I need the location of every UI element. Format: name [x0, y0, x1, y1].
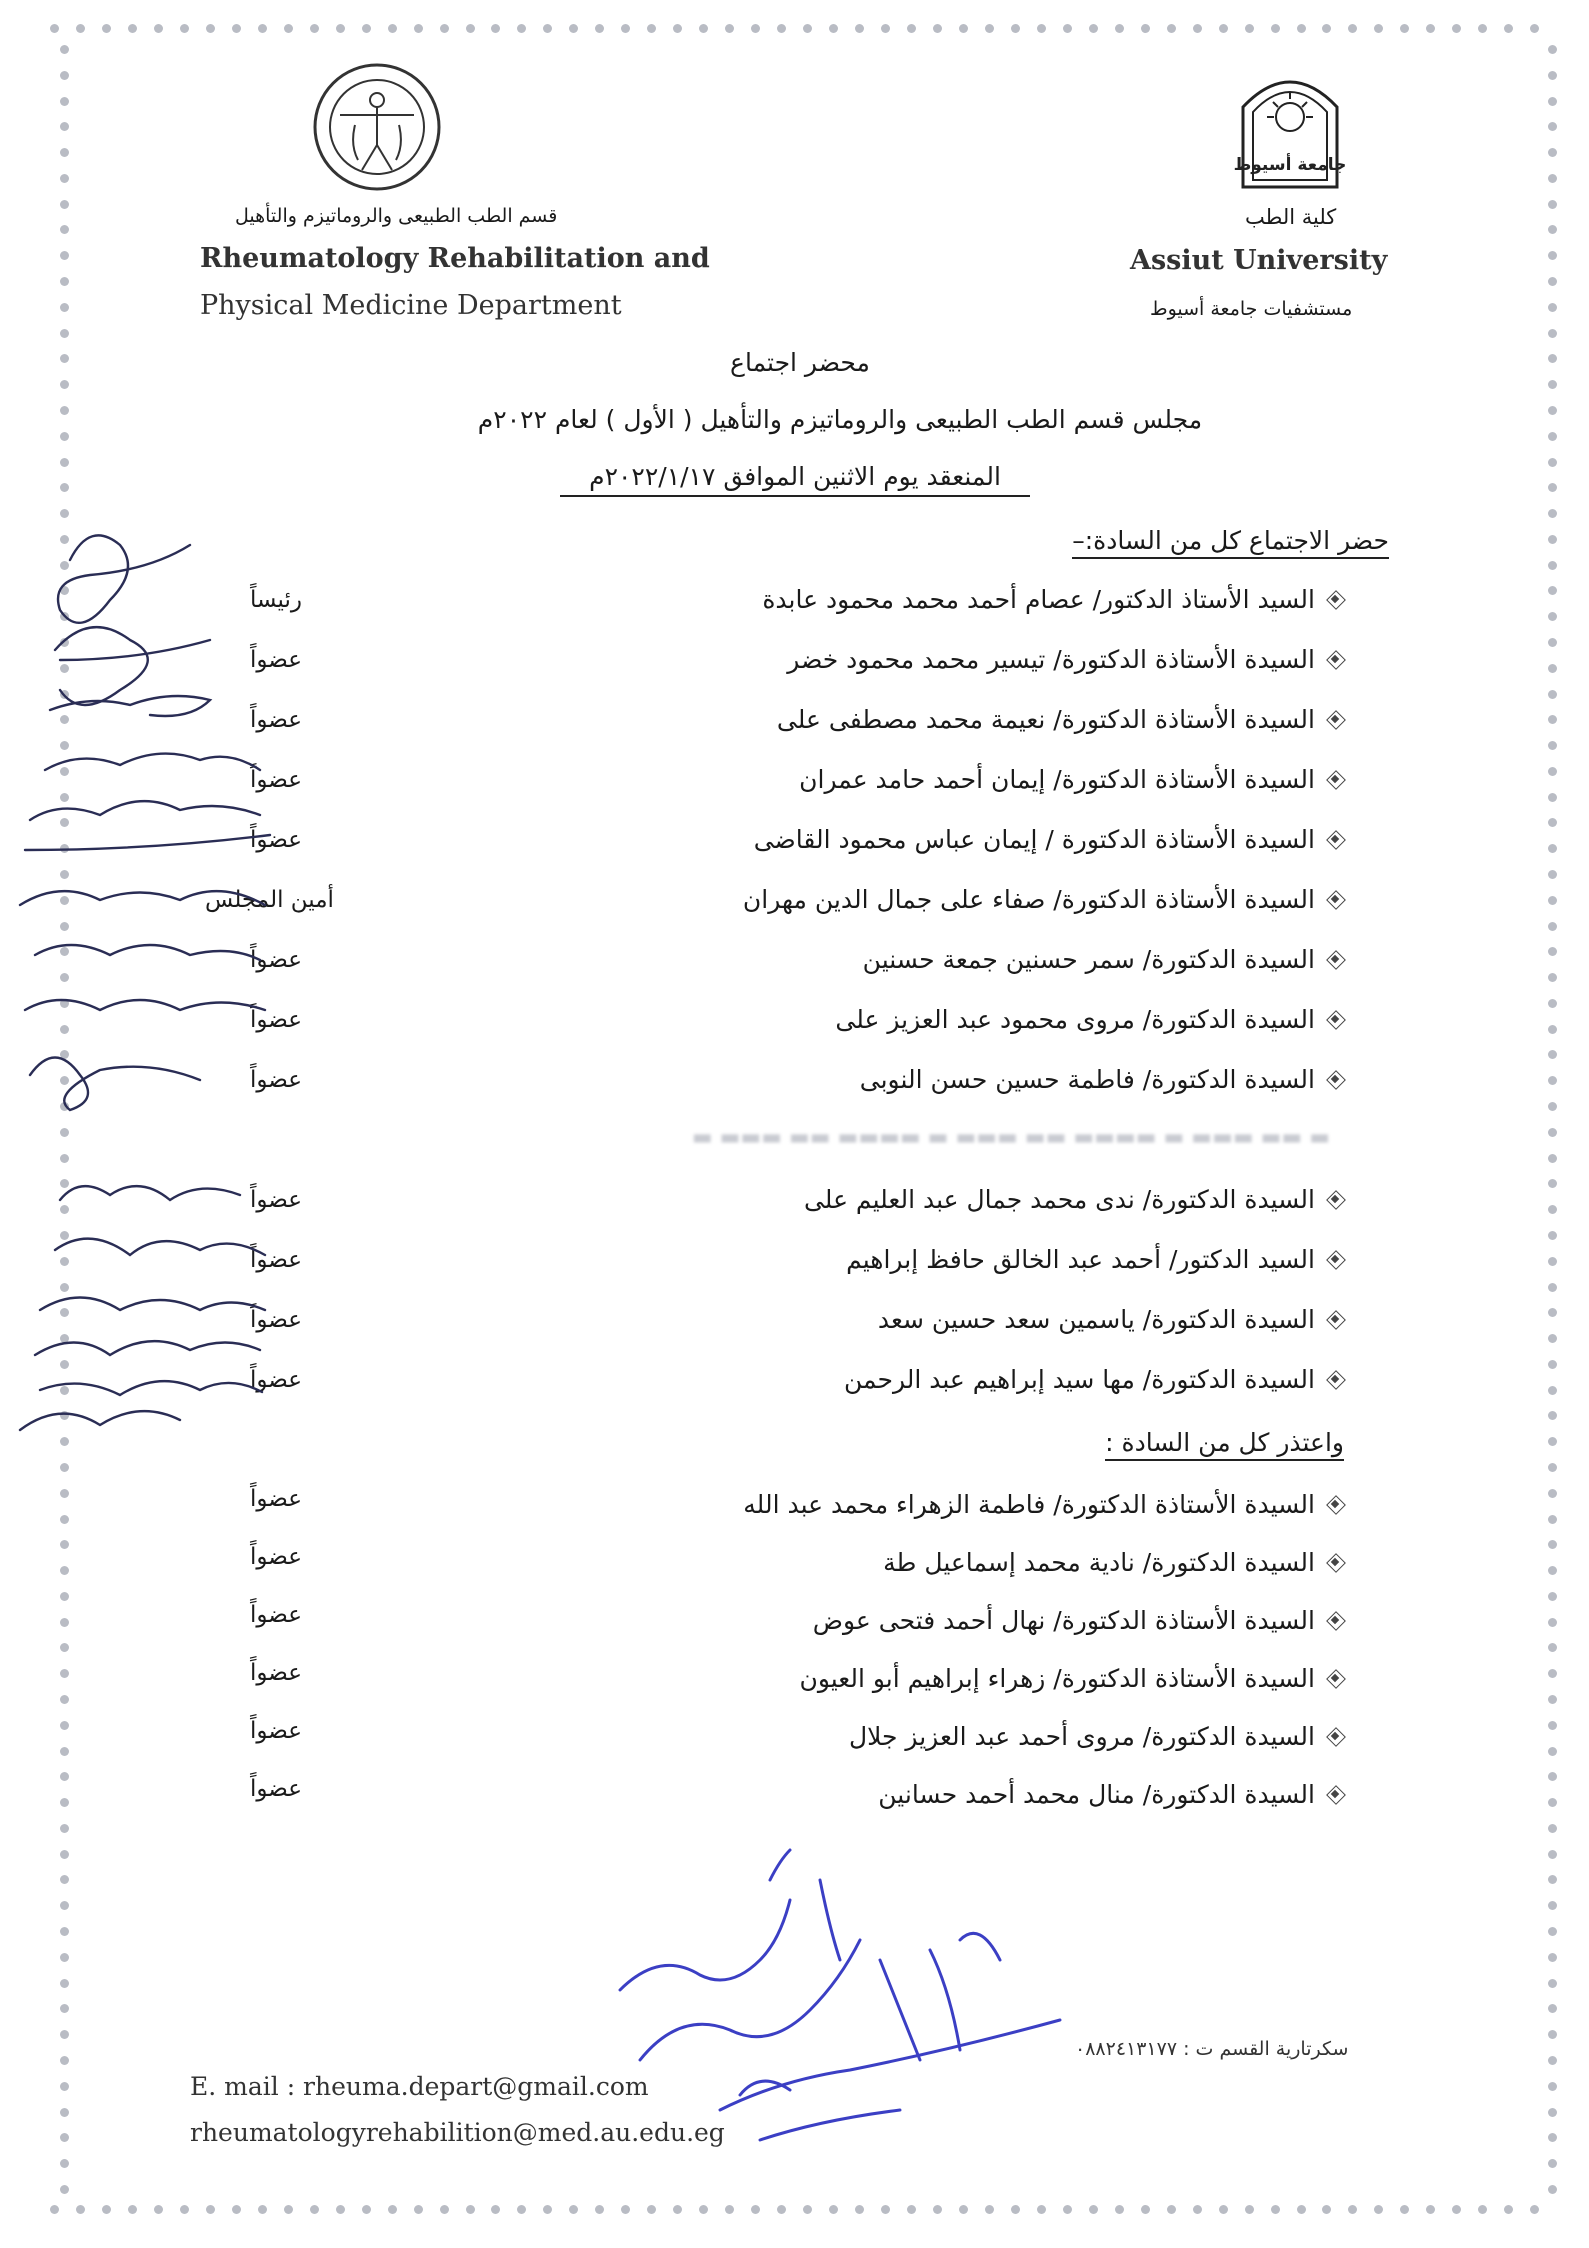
member-role: عضواً [250, 767, 302, 793]
member-role: عضواً [250, 647, 302, 673]
attendee-name: السيدة الدكتورة/ مروى محمود عبد العزيز على [835, 1005, 1315, 1034]
attendee-name: السيد الدكتور/ أحمد عبد الخالق حافظ إبراهيم [846, 1245, 1315, 1274]
attendee-name: السيدة الدكتورة/ ندى محمد جمال عبد العليم على [803, 1185, 1315, 1214]
attendee-name: السيدة الأستاذة الدكتورة/ إيمان أحمد حامد عمران [799, 765, 1315, 794]
member-role: عضواً [250, 1660, 302, 1686]
attendee-name: السيدة الأستاذة الدكتورة/ صفاء على جمال الدين مهران [742, 885, 1315, 914]
emblem-text: جامعة أسيوط [1233, 155, 1347, 175]
absent-heading: واعتذر كل من السادة : [1105, 1428, 1344, 1461]
member-role: عضواً [250, 1187, 302, 1213]
member-role: عضواً [250, 1307, 302, 1333]
hospitals-name-ar: مستشفيات جامعة أسيوط [1150, 298, 1353, 320]
absentee-name: السيدة الدكتورة/ منال محمد أحمد حسانين [878, 1780, 1315, 1809]
member-role: عضواً [250, 947, 302, 973]
member-role: عضواً [250, 707, 302, 733]
absentee-name: السيدة الأستاذة الدكتورة/ فاطمة الزهراء محمد عبد الله [743, 1490, 1315, 1519]
attendee-name: السيدة الدكتورة/ مها سيد إبراهيم عبد الرحمن [844, 1365, 1315, 1394]
member-role: عضواً [250, 1367, 302, 1393]
attendees-heading: حضر الاجتماع كل من السادة:– [1072, 526, 1389, 559]
attendee-name: السيدة الدكتورة/ ياسمين سعد حسين سعد [877, 1305, 1315, 1334]
department-name-en-line2: Physical Medicine Department [200, 290, 622, 321]
member-role: عضواً [250, 1718, 302, 1744]
absentee-name: السيدة الأستاذة الدكتورة/ نهال أحمد فتحى عوض [812, 1606, 1315, 1635]
member-role: عضواً [250, 1007, 302, 1033]
member-role: عضواً [250, 827, 302, 853]
absentee-name: السيدة الدكتورة/ نادية محمد إسماعيل طة [883, 1548, 1315, 1577]
document-title: محضر اجتماع [730, 348, 870, 377]
secretary-phone: سكرتارية القسم ت : ٠٨٨٢٤١٣١٧٧ [1075, 2038, 1349, 2060]
university-name-en: Assiut University [1130, 245, 1388, 276]
member-role: أمين المجلس [205, 887, 334, 913]
member-role: عضواً [250, 1776, 302, 1802]
council-title: مجلس قسم الطب الطبيعى والروماتيزم والتأهيل ( الأول ) لعام ٢٠٢٢م [477, 405, 1203, 434]
attendee-name: السيدة الدكتورة/ فاطمة حسين حسن النوبى [859, 1065, 1315, 1094]
absentee-name: السيدة الدكتورة/ مروى أحمد عبد العزيز جلال [848, 1722, 1315, 1751]
member-role: عضواً [250, 1602, 302, 1628]
member-role: عضواً [250, 1544, 302, 1570]
member-role: عضواً [250, 1247, 302, 1273]
meeting-date: المنعقد يوم الاثنين الموافق ٢٠٢٢/١/١٧م [560, 462, 1030, 497]
attendee-name: السيدة الأستاذة الدكتورة / إيمان عباس محمود القاضى [753, 825, 1315, 854]
member-role: رئيساً [250, 587, 302, 613]
email-line-2: rheumatologyrehabilition@med.au.edu.eg [190, 2118, 725, 2147]
attendee-name: السيدة الأستاذة الدكتورة/ نعيمة محمد مصطفى على [776, 705, 1315, 734]
faculty-name-ar: كلية الطب [1245, 205, 1337, 229]
faded-line: ▬ ▬▬ ▬▬▬ ▬ ▬▬▬▬ ▬▬ ▬▬▬ ▬ ▬▬▬▬ ▬▬ ▬▬▬ ▬ [691, 1125, 1330, 1150]
department-name-ar: قسم الطب الطبيعى والروماتيزم والتأهيل [235, 205, 558, 227]
absentee-name: السيدة الأستاذة الدكتورة/ زهراء إبراهيم أبو العيون [799, 1664, 1315, 1693]
email-line: E. mail : rheuma.depart@gmail.com [190, 2072, 649, 2101]
member-role: عضواً [250, 1486, 302, 1512]
attendee-name: السيد الأستاذ الدكتور/ عصام أحمد محمد محمود عابدة [762, 585, 1315, 614]
department-name-en-line1: Rheumatology Rehabilitation and [200, 243, 710, 274]
attendee-name: السيدة الدكتورة/ سمر حسنين جمعة حسنين [862, 945, 1315, 974]
member-role: عضواً [250, 1067, 302, 1093]
attendee-name: السيدة الأستاذة الدكتورة/ تيسير محمد محمود خضر [787, 645, 1315, 674]
